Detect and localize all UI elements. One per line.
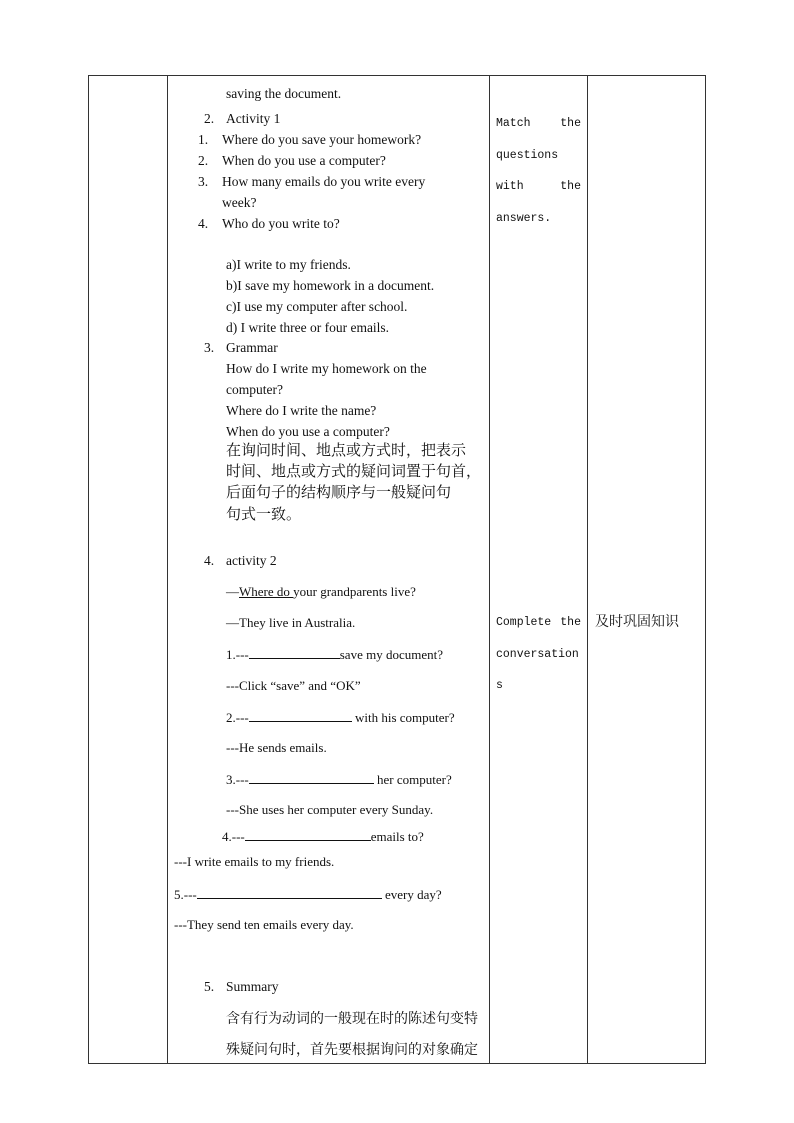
activity-complete-line: Complete the [496, 616, 581, 629]
question-text: Where do you save your homework? [222, 132, 422, 147]
section-title-grammar: Grammar [226, 340, 278, 355]
question-number: 3. [198, 174, 209, 189]
question-text: When do you use a computer? [222, 153, 386, 168]
answer-blank[interactable] [249, 709, 352, 722]
grammar-line: computer? [226, 382, 283, 397]
question-number: 4. [198, 216, 209, 231]
exercise-question-1: 1.--- save my document? [226, 647, 443, 662]
example-question: —Where do your grandparents live? [226, 584, 416, 599]
exercise-question-3: 3.--- her computer? [226, 772, 452, 787]
section-number: 2. [204, 111, 215, 126]
section-number: 4. [204, 553, 215, 568]
section-number: 3. [204, 340, 215, 355]
question-text: Who do you write to? [222, 216, 340, 231]
answer-option: a)I write to my friends. [226, 257, 351, 272]
answer-blank[interactable] [249, 771, 374, 784]
question-text: How many emails do you write every [222, 174, 426, 189]
example-answer: —They live in Australia. [226, 615, 356, 630]
grammar-note-cn: 时间、地点或方式的疑问词置于句首， [226, 462, 482, 480]
question-number: 1. [198, 132, 209, 147]
answer-blank[interactable] [249, 646, 340, 659]
section-title-summary: Summary [226, 979, 279, 994]
question-text: week? [222, 195, 257, 210]
answer-option: d) I write three or four emails. [226, 320, 390, 335]
answer-blank[interactable] [197, 886, 382, 899]
answer-blank[interactable] [245, 828, 371, 841]
section-title-activity2: activity 2 [226, 553, 277, 568]
grammar-note-cn: 后面句子的结构顺序与一般疑问句 [226, 483, 452, 501]
design-purpose: 及时巩固知识 [595, 614, 679, 630]
column-divider [587, 76, 588, 1063]
grammar-line: Where do I write the name? [226, 403, 377, 418]
activity-match-line: answers. [496, 212, 552, 225]
column-divider [167, 76, 168, 1063]
exercise-answer-3: ---She uses her computer every Sunday. [226, 802, 434, 817]
summary-cn: 殊疑问句时，首先要根据询问的对象确定 [226, 1042, 478, 1058]
exercise-question-2: 2.--- with his computer? [226, 710, 455, 725]
summary-cn: 含有行为动词的一般现在时的陈述句变特 [226, 1011, 478, 1027]
exercise-question-5: 5.--- every day? [174, 887, 442, 902]
grammar-line: How do I write my homework on the [226, 361, 427, 376]
activity-match-line: questions [496, 149, 559, 162]
column-divider [489, 76, 490, 1063]
saving-line: saving the document. [226, 86, 342, 101]
exercise-answer-2: ---He sends emails. [226, 740, 327, 755]
answer-option: b)I save my homework in a document. [226, 278, 435, 293]
grammar-note-cn: 在询问时间、地点或方式时，把表示 [226, 441, 467, 459]
exercise-answer-4: ---I write emails to my friends. [174, 854, 335, 869]
exercise-question-4: 4.--- emails to? [222, 829, 424, 844]
lesson-table [88, 75, 706, 1064]
answer-option: c)I use my computer after school. [226, 299, 408, 314]
activity-match-line: with the [496, 180, 581, 193]
question-number: 2. [198, 153, 209, 168]
activity-complete-line: s [496, 679, 503, 692]
grammar-line: When do you use a computer? [226, 424, 390, 439]
section-number: 5. [204, 979, 215, 994]
activity-complete-line: conversation [496, 648, 579, 661]
exercise-answer-5: ---They send ten emails every day. [174, 917, 354, 932]
exercise-answer-1: ---Click “save” and “OK” [226, 678, 361, 693]
grammar-note-cn: 句式一致。 [226, 505, 302, 523]
section-title-activity1: Activity 1 [226, 111, 281, 126]
activity-match-line: Match the [496, 117, 581, 130]
